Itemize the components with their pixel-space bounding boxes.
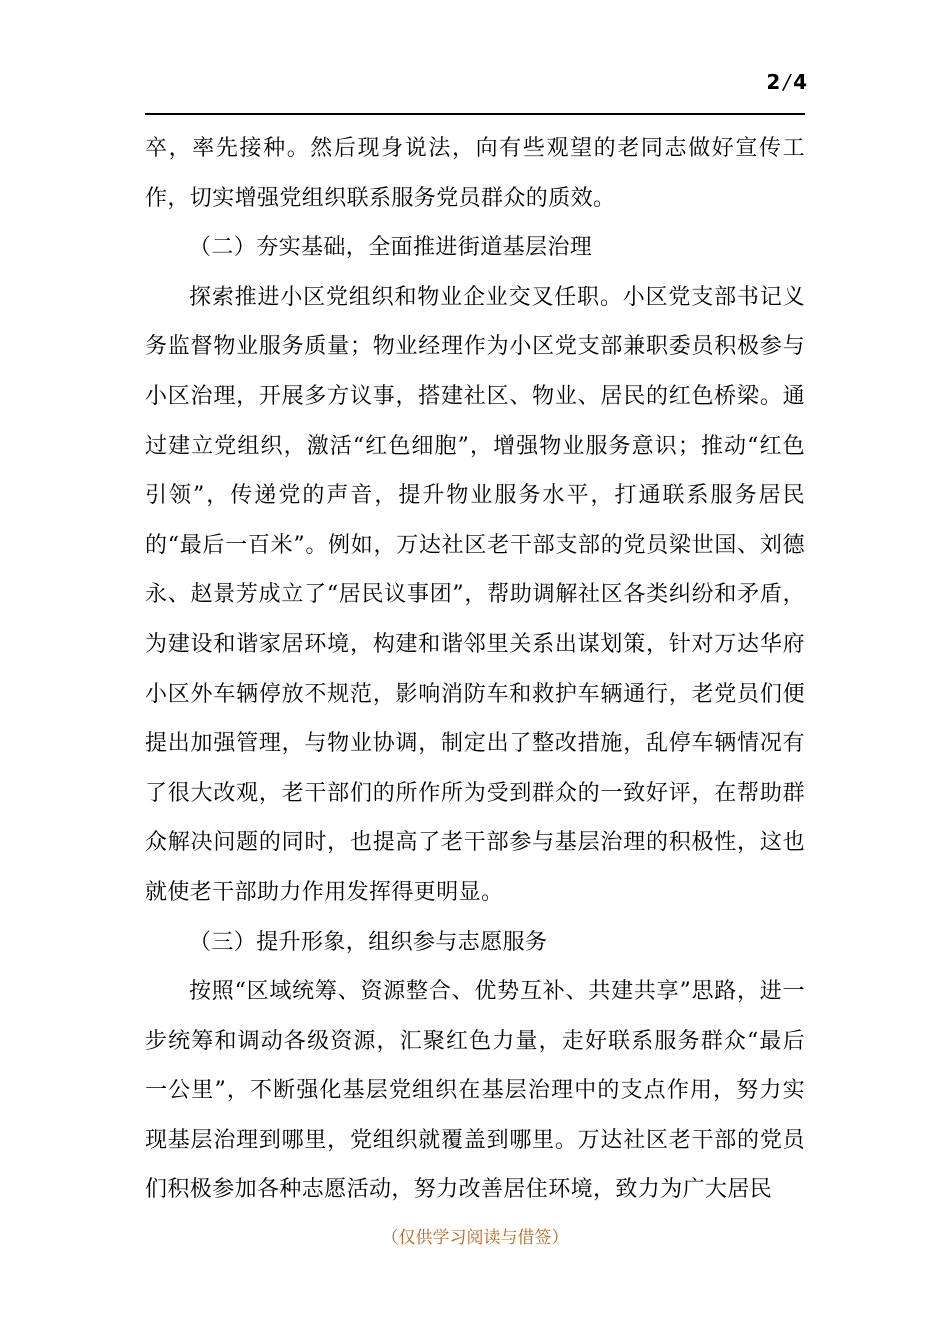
paragraph-continued: 卒，率先接种。然后现身说法，向有些观望的老同志做好宣传工作，切实增强党组织联系服务党员群众的质效。: [145, 136, 805, 211]
document-body: [145, 124, 805, 1215]
page-total: 4: [793, 70, 808, 94]
footer-note: （仅供学习阅读与借签）: [381, 1228, 569, 1248]
paragraph-governance: 探索推进小区党组织和物业企业交叉任职。小区党支部书记义务监督物业服务质量；物业经理作为小区党支部兼职委员积极参与小区治理，开展多方议事，搭建社区、物业、居民的红色桥梁。通过建立党组织，激活“红色细胞”，增强物业服务意识；推动“红色引领”，传递党的声音，提升物业服务水平，打通联系服务居民的“最后一百米”。例如，万达社区老干部支部的党员梁世国、刘德永、赵景芳成立了“居民议事团”，帮助调解社区各类纠纷和矛盾，为建设和谐家居环境，构建和谐邻里关系出谋划策，针对万达华府小区外车辆停放不规范，影响消防车和救护车辆通行，老党员们便提出加强管理，与物业协调，制定出了整改措施，乱停车辆情况有了很大改观，老干部们的所作所为受到群众的一致好评，在帮助群众解决问题的同时，也提高了老干部参与基层治理的积极性，这也就使老干部助力作用发挥得更明显。: [145, 284, 805, 905]
page-number: [766, 70, 808, 94]
page-current: 2: [766, 70, 782, 94]
header-rule: [145, 113, 805, 115]
page-separator: /: [783, 70, 792, 94]
paragraph-volunteer: 按照“区域统筹、资源整合、优势互补、共建共享”思路，进一步统筹和调动各级资源，汇聚红色力量，走好联系服务群众“最后一公里”，不断强化基层党组织在基层治理中的支点作用，努力实现基层治理到哪里，党组织就覆盖到哪里。万达社区老干部的党员们积极参加各种志愿活动，努力改善居住环境，致力为广大居民: [145, 979, 805, 1203]
section-heading-2: （二）夯实基础，全面推进街道基层治理: [189, 235, 593, 261]
section-heading-3: （三）提升形象，组织参与志愿服务: [189, 929, 548, 955]
